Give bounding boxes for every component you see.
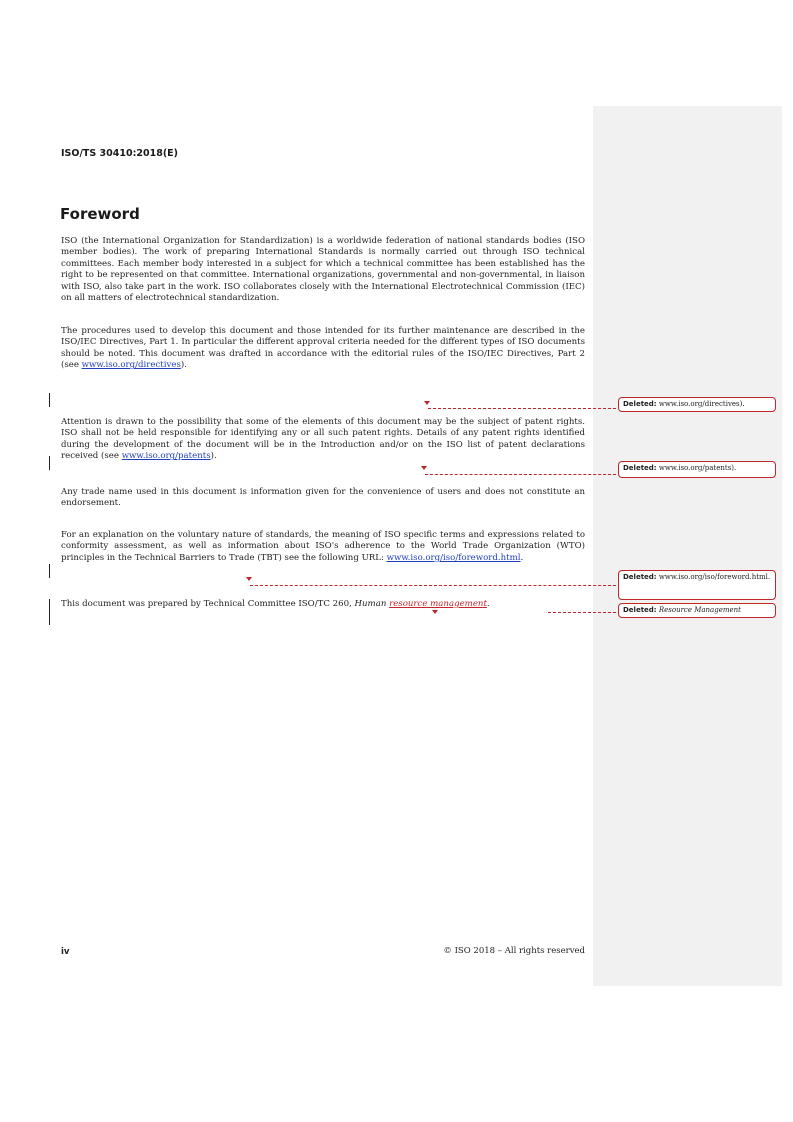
inserted-text[interactable]: resource management — [389, 599, 487, 609]
paragraph-1 — [61, 236, 585, 304]
page-number: iv — [61, 947, 70, 957]
deletion-caret-icon — [424, 401, 430, 405]
paragraph-2 — [61, 326, 585, 372]
comment-balloon[interactable] — [618, 461, 776, 478]
comment-text: Resource Management — [658, 606, 741, 614]
copyright-notice: © ISO 2018 – All rights reserved — [443, 946, 585, 956]
paragraph-6-text: This document was prepared by Technical Committee ISO/TC 260, — [61, 599, 355, 609]
comment-tag: Deleted: — [623, 573, 657, 581]
paragraph-4 — [61, 487, 585, 510]
comment-balloon[interactable] — [618, 603, 776, 618]
change-bar — [49, 599, 50, 625]
change-bar — [49, 564, 50, 578]
paragraph-5-text: For an explanation on the voluntary nature of standards, the meaning of ISO specific terms and expressions related to conformity assessment, as well as information about ISO's adherence to the World Trade Organization (WTO) principles in the Technical Barriers to Trade (TBT) see the following URL: — [61, 530, 585, 563]
change-bar — [49, 456, 50, 470]
deletion-caret-icon — [432, 610, 438, 614]
paragraph-5-end: . — [520, 552, 524, 563]
deletion-caret-icon — [421, 466, 427, 470]
paragraph-1-text: ISO (the International Organization for Standardization) is a worldwide federation of national standards bodies (ISO member bodies). The work of preparing International Standards is normally carried out through ISO technical committees. Each member body interested in a subject for which a technical committee has been established has the right to be represented on that committee. International organizations, governmental and non-governmental, in liaison with ISO, also take part in the work. ISO collaborates closely with the International Electrotechnical Commission (IEC) on all matters of electrotechnical standardization. — [61, 236, 585, 304]
paragraph-2-end: ). — [180, 360, 187, 371]
section-heading: Foreword — [60, 205, 140, 223]
document-id: ISO/TS 30410:2018(E) — [61, 148, 179, 159]
paragraph-3 — [61, 417, 585, 463]
comment-tag: Deleted: — [623, 464, 657, 472]
paragraph-6 — [61, 599, 585, 610]
comment-tag: Deleted: — [623, 400, 657, 408]
deletion-caret-icon — [246, 577, 252, 581]
comment-connector — [425, 474, 616, 475]
comment-connector — [250, 585, 616, 586]
directives-link[interactable]: www.iso.org/directives — [81, 360, 181, 371]
paragraph-5 — [61, 530, 585, 564]
patents-link[interactable]: www.iso.org/patents — [121, 451, 211, 462]
paragraph-3-text: Attention is drawn to the possibility that some of the elements of this document may be the subject of patent rights. ISO shall not be held responsible for identifying any or all such patent rights. Details of any patent rights identified during the development of the document will be in the Introduction and/or on the ISO list of patent declarations received (see — [61, 417, 585, 462]
comment-tag: Deleted: — [623, 606, 657, 614]
paragraph-2-text: The procedures used to develop this document and those intended for its further maintenance are described in the ISO/IEC Directives, Part 1. In particular the different approval criteria needed for the different types of ISO documents should be noted. This document was drafted in accordance with the editorial rules of the ISO/IEC Directives, Part 2 (see — [61, 326, 585, 371]
comment-text: www.iso.org/patents). — [658, 464, 737, 472]
comment-connector — [548, 612, 616, 613]
paragraph-6-italic: Human — [354, 599, 387, 609]
comment-connector — [428, 408, 616, 409]
change-bar — [49, 393, 50, 407]
comment-balloon[interactable] — [618, 397, 776, 412]
comment-text: www.iso.org/directives). — [658, 400, 745, 408]
paragraph-6-end: . — [486, 599, 490, 609]
paragraph-4-text: Any trade name used in this document is information given for the convenience of users and does not constitute an endorsement. — [61, 487, 585, 509]
foreword-link[interactable]: www.iso.org/iso/foreword.html — [386, 552, 521, 563]
comment-text: www.iso.org/iso/foreword.html. — [658, 573, 771, 581]
paragraph-3-end: ). — [210, 451, 217, 462]
comment-pane — [593, 106, 782, 986]
comment-balloon[interactable] — [618, 570, 776, 600]
